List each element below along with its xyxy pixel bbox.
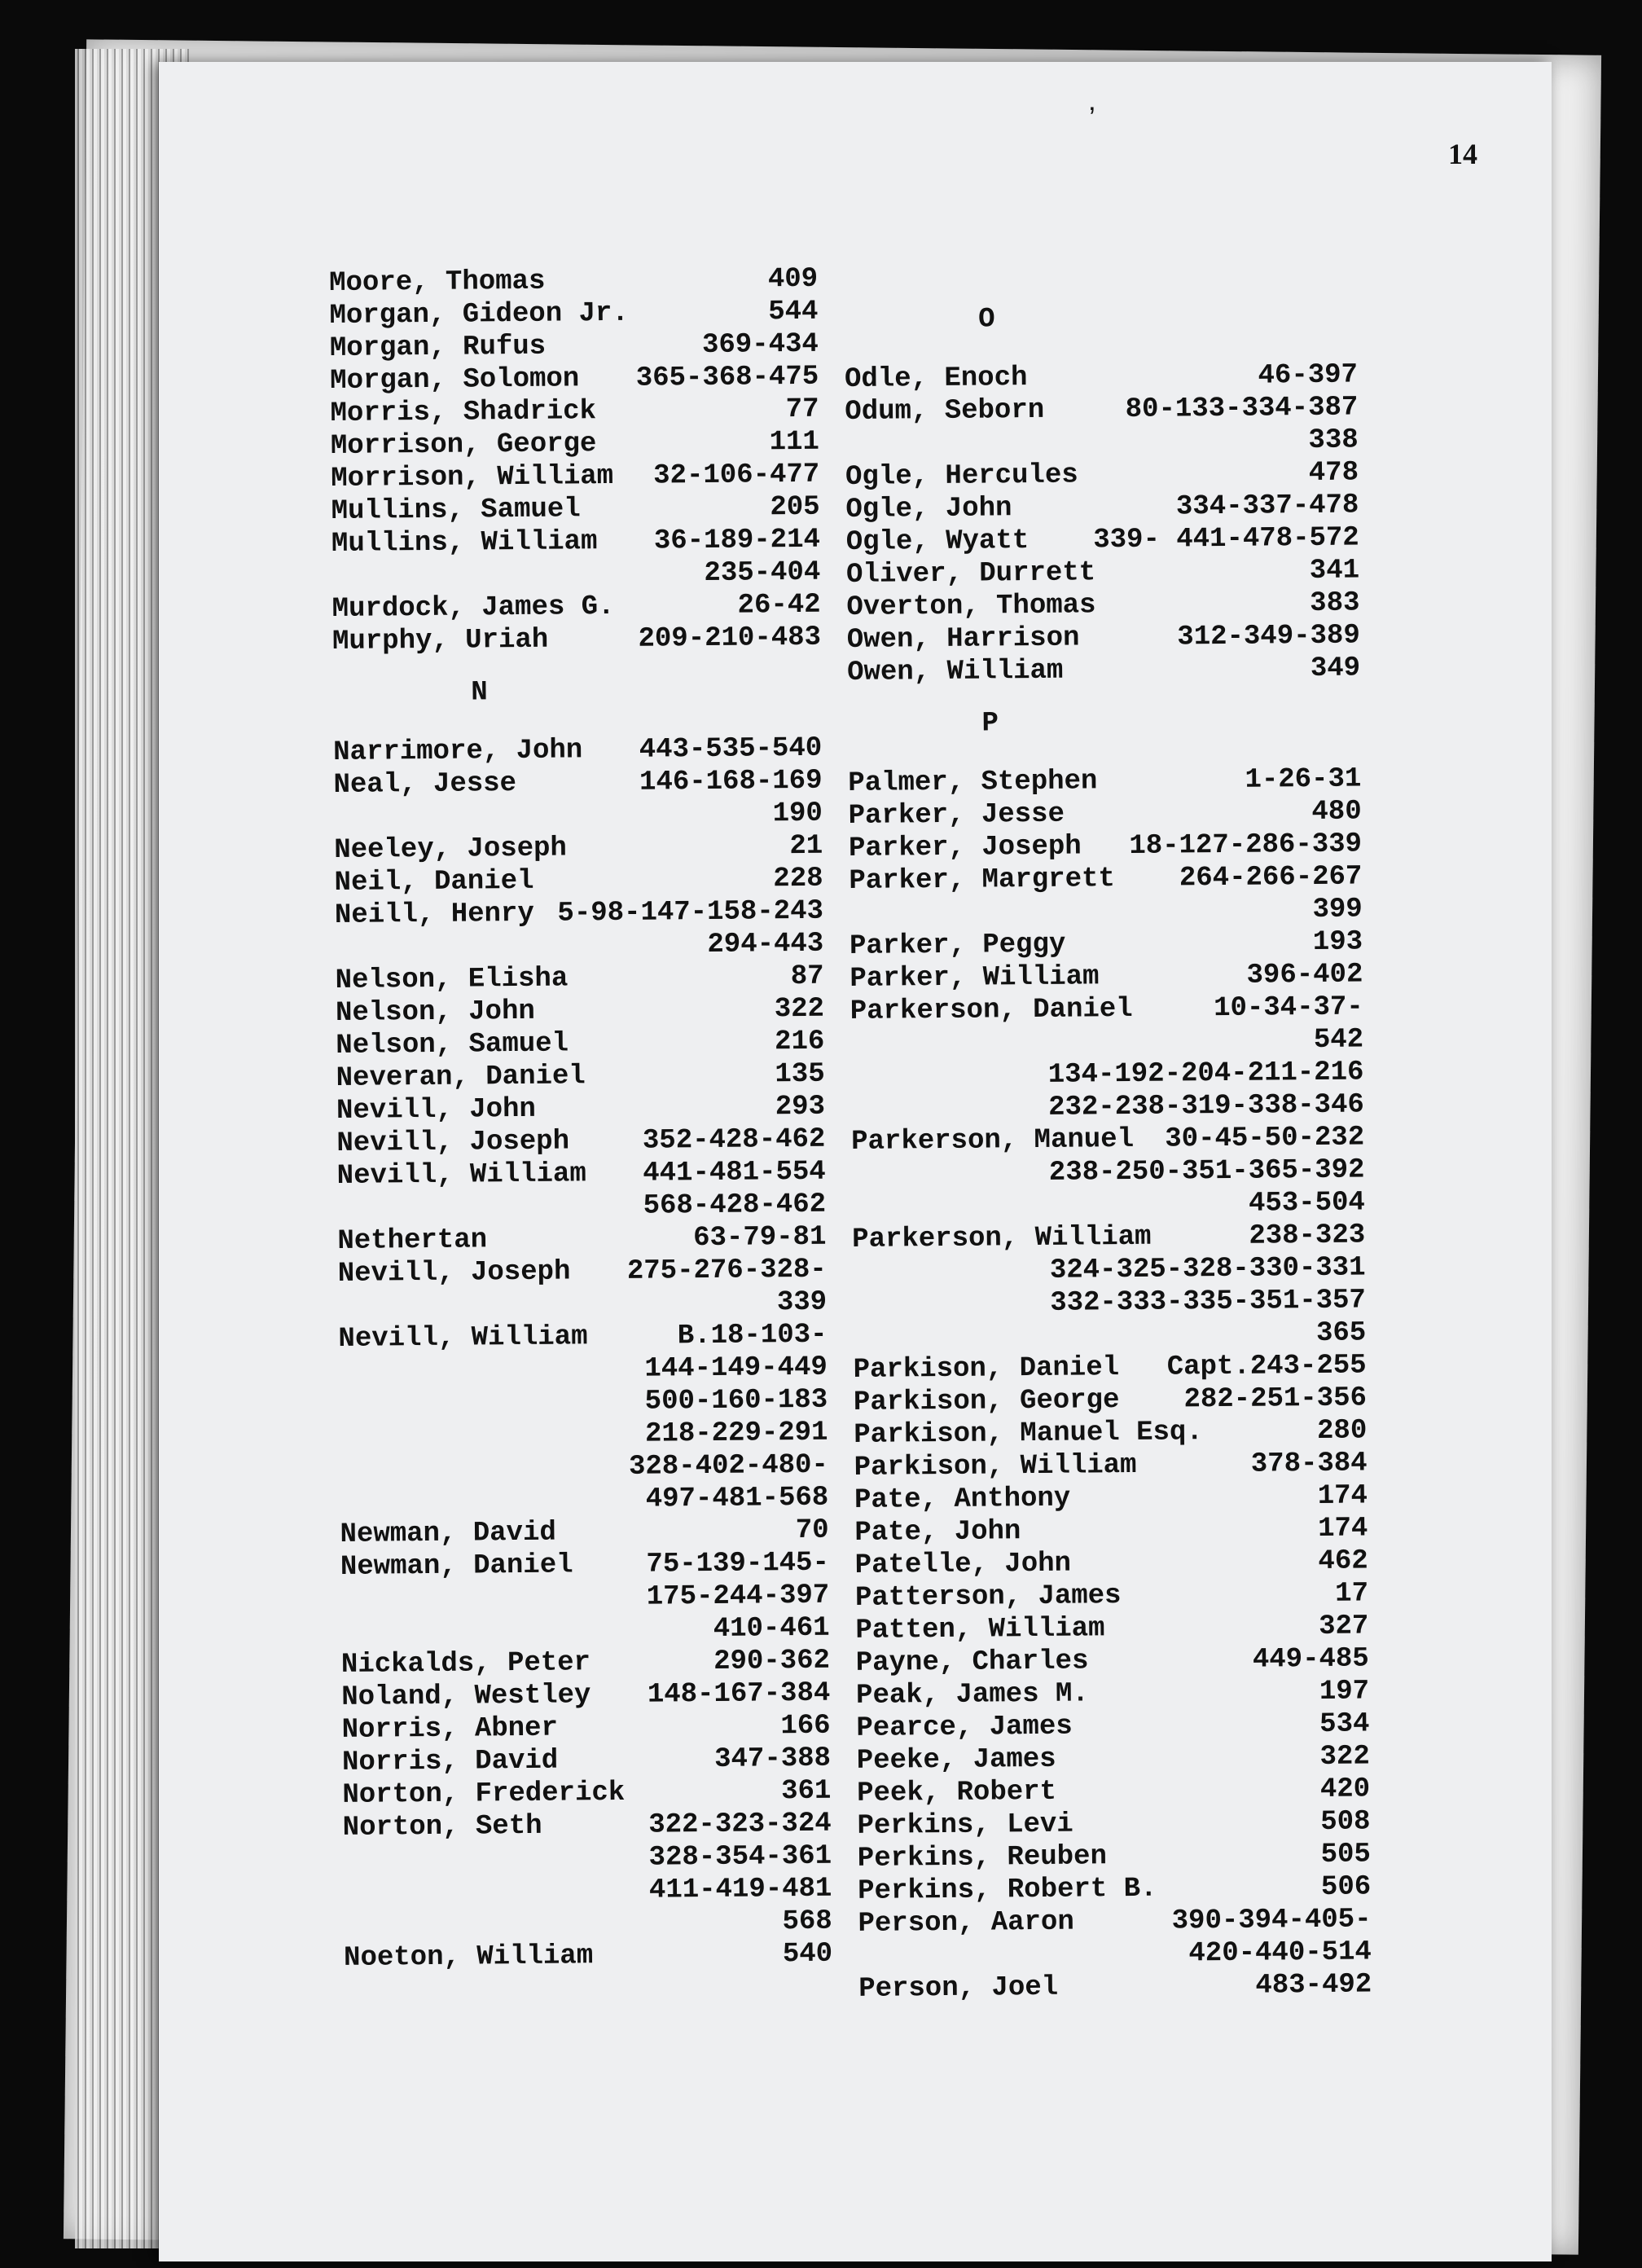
top-mark: ʼ xyxy=(1083,104,1101,138)
index-column-left xyxy=(329,263,849,1975)
index-entry xyxy=(336,993,841,1030)
entry-name: Oliver, Durrett xyxy=(845,557,1096,591)
entry-pages: 175-244-397 xyxy=(646,1580,830,1613)
entry-name: Neal, Jesse xyxy=(333,768,517,801)
entry-name: Moore, Thomas xyxy=(329,266,546,299)
index-entry xyxy=(858,1838,1387,1875)
entry-name: Norton, Seth xyxy=(342,1810,542,1844)
entry-name: Perkins, Robert B. xyxy=(858,1873,1157,1907)
entry-pages: 365 xyxy=(1315,1317,1367,1349)
entry-pages: 17 xyxy=(1335,1578,1369,1610)
entry-pages: 293 xyxy=(775,1091,826,1123)
index-entry xyxy=(334,863,839,899)
entry-name: Mullins, Samuel xyxy=(331,494,581,527)
entry-pages: 144-149-449 xyxy=(644,1352,828,1385)
entry-name: Perkins, Levi xyxy=(857,1809,1073,1842)
index-entry-continuation xyxy=(335,928,840,965)
entry-name: Morgan, Solomon xyxy=(330,363,580,397)
entry-pages: 420-440-514 xyxy=(1188,1936,1372,1970)
entry-pages: 542 xyxy=(1313,1024,1364,1057)
entry-name: Nelson, John xyxy=(335,996,535,1029)
index-entry xyxy=(331,524,836,560)
entry-name: Neveran, Daniel xyxy=(336,1061,586,1094)
entry-pages: 341 xyxy=(1309,555,1360,587)
entry-name: Pate, John xyxy=(854,1516,1021,1549)
entry-pages: 449-485 xyxy=(1252,1643,1369,1676)
entry-name: Morrison, George xyxy=(330,429,597,462)
entry-name: Owen, William xyxy=(846,655,1064,688)
section-letter: N xyxy=(471,677,488,709)
entry-pages: Capt.243-255 xyxy=(1166,1350,1367,1383)
entry-pages: 497-481-568 xyxy=(645,1482,829,1515)
index-entry xyxy=(333,765,838,802)
index-entry-continuation xyxy=(338,1286,843,1323)
entry-pages: 209-210-483 xyxy=(638,622,822,655)
entry-name: Owen, Harrison xyxy=(846,622,1080,656)
index-entry xyxy=(338,1319,843,1356)
index-entry-continuation xyxy=(340,1482,845,1519)
index-entry xyxy=(857,1740,1386,1778)
entry-pages: 46-397 xyxy=(1258,359,1359,392)
entry-name: Murdock, James G. xyxy=(331,591,615,625)
index-entry xyxy=(331,589,836,626)
entry-name: Parker, Peggy xyxy=(849,929,1066,962)
entry-pages: 1-26-31 xyxy=(1245,763,1362,796)
index-entry-continuation xyxy=(850,893,1379,930)
entry-name: Payne, Charles xyxy=(855,1646,1089,1679)
index-entry xyxy=(344,1938,849,1975)
index-entry xyxy=(854,1382,1383,1419)
entry-name: Neil, Daniel xyxy=(334,865,534,899)
entry-name: Peek, Robert xyxy=(856,1776,1057,1809)
index-entry-continuation xyxy=(343,1873,848,1910)
entry-name: Norris, David xyxy=(341,1745,559,1778)
entry-name: Mullins, William xyxy=(331,526,598,560)
index-entry xyxy=(342,1775,847,1812)
entry-pages: 390-394-405- xyxy=(1171,1904,1372,1937)
entry-pages: 462 xyxy=(1318,1545,1368,1577)
index-entry xyxy=(856,1642,1385,1680)
index-entry xyxy=(850,958,1379,996)
index-entry-continuation xyxy=(858,1936,1388,1973)
entry-name: Parkison, Manuel Esq. xyxy=(854,1417,1203,1451)
entry-pages: 216 xyxy=(774,1026,825,1058)
entry-pages: 205 xyxy=(770,491,820,524)
entry-name: Pate, Anthony xyxy=(854,1483,1071,1516)
entry-name: Morgan, Gideon Jr. xyxy=(329,297,629,332)
entry-name: Morgan, Rufus xyxy=(329,331,547,364)
index-entry-continuation xyxy=(853,1316,1382,1354)
entry-pages: 30-45-50-232 xyxy=(1165,1122,1365,1155)
index-entry xyxy=(341,1645,846,1681)
section-letter: O xyxy=(978,304,995,336)
entry-name: Nelson, Elisha xyxy=(335,963,569,996)
entry-name: Parkerson, Daniel xyxy=(850,993,1133,1027)
entry-name: Pearce, James xyxy=(856,1711,1073,1744)
index-entry xyxy=(337,1221,842,1258)
entry-name: Morris, Shadrick xyxy=(330,396,597,429)
entry-name: Nevill, John xyxy=(336,1093,537,1127)
entry-pages: 383 xyxy=(1310,587,1360,620)
index-entry xyxy=(336,1091,841,1127)
entry-name: Morrison, William xyxy=(331,460,614,494)
entry-name: Norris, Abner xyxy=(341,1712,559,1746)
index-entry xyxy=(845,456,1375,494)
index-entry xyxy=(337,1156,842,1193)
entry-pages: 322 xyxy=(774,993,825,1026)
index-entry-continuation xyxy=(339,1417,844,1453)
entry-name: Newman, David xyxy=(340,1517,556,1550)
entry-pages: 420 xyxy=(1319,1774,1371,1805)
index-entry-continuation xyxy=(850,1023,1380,1061)
entry-pages: 443-535-540 xyxy=(639,732,823,766)
index-entry xyxy=(854,1479,1384,1517)
index-entry xyxy=(847,652,1376,689)
index-entry xyxy=(341,1710,846,1747)
index-entry xyxy=(331,459,836,495)
entry-pages: 275-276-328- xyxy=(626,1254,827,1287)
entry-pages: 339- 441-478-572 xyxy=(1093,522,1359,556)
entry-pages: 361 xyxy=(780,1775,832,1808)
index-entry xyxy=(341,1677,846,1714)
entry-pages: 232-238-319-338-346 xyxy=(1047,1089,1364,1123)
index-entry xyxy=(342,1743,847,1779)
index-entry xyxy=(330,393,835,430)
entry-name: Nickalds, Peter xyxy=(340,1647,591,1681)
entry-name: Nevill, William xyxy=(336,1158,586,1192)
entry-pages: 339 xyxy=(776,1286,828,1319)
index-entry xyxy=(336,1123,841,1160)
index-entry xyxy=(336,1026,841,1062)
entry-pages: 282-251-356 xyxy=(1183,1382,1368,1416)
entry-pages: 294-443 xyxy=(707,928,824,960)
index-entry-continuation xyxy=(851,1088,1381,1126)
entry-pages: 378-384 xyxy=(1250,1448,1368,1480)
entry-pages: 26-42 xyxy=(737,589,821,622)
index-entry xyxy=(849,795,1378,833)
entry-name: Norton, Frederick xyxy=(342,1777,626,1811)
entry-pages: 190 xyxy=(772,798,823,830)
index-entry xyxy=(331,426,836,463)
index-entry xyxy=(855,1545,1385,1582)
entry-name: Parker, Jesse xyxy=(848,798,1065,832)
index-entry xyxy=(340,1547,845,1584)
index-entry xyxy=(854,1512,1384,1549)
index-entry-continuation xyxy=(845,424,1375,461)
entry-pages: 327 xyxy=(1319,1611,1369,1642)
entry-pages: 483-492 xyxy=(1255,1969,1372,2002)
entry-name: Ogle, Hercules xyxy=(845,459,1078,493)
entry-name: Nevill, Joseph xyxy=(336,1126,570,1159)
index-entry xyxy=(336,1058,841,1095)
index-entry-continuation xyxy=(851,1154,1381,1191)
index-entry xyxy=(329,296,834,332)
entry-pages: 75-139-145- xyxy=(646,1547,830,1580)
entry-pages: 77 xyxy=(785,393,819,426)
index-entry-continuation xyxy=(340,1449,845,1486)
index-entry xyxy=(849,828,1378,865)
entry-name: Nevill, Joseph xyxy=(337,1256,571,1290)
entry-name: Neill, Henry xyxy=(334,898,534,931)
entry-pages: 453-504 xyxy=(1248,1187,1366,1220)
index-entry-continuation xyxy=(852,1251,1381,1289)
index-entry xyxy=(854,1414,1383,1452)
entry-pages: 134-192-204-211-216 xyxy=(1047,1057,1364,1091)
entry-name: Nelson, Samuel xyxy=(336,1028,569,1061)
entry-pages: 347-388 xyxy=(714,1743,832,1775)
entry-name: Odum, Seborn xyxy=(845,394,1045,428)
entry-pages: 505 xyxy=(1320,1839,1372,1870)
entry-pages: 568-428-462 xyxy=(643,1189,827,1222)
entry-pages: 508 xyxy=(1320,1806,1371,1838)
entry-pages: 70 xyxy=(795,1514,829,1547)
index-entry xyxy=(849,860,1378,898)
entry-pages: 328-354-361 xyxy=(648,1840,832,1874)
entry-name: Parkerson, Manuel xyxy=(851,1123,1135,1158)
index-entry xyxy=(858,1870,1387,1908)
entry-pages: 166 xyxy=(780,1710,831,1743)
index-entry xyxy=(845,391,1374,429)
entry-pages: 264-266-267 xyxy=(1179,861,1363,894)
index-entry xyxy=(340,1514,845,1551)
index-entry xyxy=(329,263,834,300)
entry-name: Parkison, Daniel xyxy=(853,1352,1120,1386)
entry-name: Person, Joel xyxy=(858,1971,1059,2005)
index-entry xyxy=(856,1708,1385,1745)
index-entry xyxy=(850,991,1380,1028)
entry-pages: 5-98-147-158-243 xyxy=(557,895,824,930)
index-entry-continuation xyxy=(340,1580,845,1616)
entry-name: Nethertan xyxy=(337,1224,488,1257)
entry-pages: 322-323-324 xyxy=(648,1808,832,1841)
entry-pages: 238-323 xyxy=(1249,1220,1366,1252)
index-entry xyxy=(853,1349,1382,1387)
index-entry-continuation xyxy=(331,556,836,593)
entry-pages: 174 xyxy=(1317,1480,1368,1512)
entry-pages: 396-402 xyxy=(1246,959,1363,991)
index-entry-continuation xyxy=(337,1189,842,1225)
entry-name: Murphy, Uriah xyxy=(331,624,549,657)
index-entry xyxy=(851,1121,1381,1158)
entry-pages: 544 xyxy=(768,296,819,328)
entry-pages: 174 xyxy=(1317,1513,1368,1545)
entry-name: Parker, William xyxy=(850,961,1100,995)
index-entry xyxy=(343,1808,848,1844)
entry-name: Parker, Margrett xyxy=(849,864,1115,897)
entry-pages: 87 xyxy=(790,960,824,993)
index-entry xyxy=(335,895,840,932)
entry-pages: 332-333-335-351-357 xyxy=(1050,1285,1367,1319)
index-column-right xyxy=(844,280,1388,2006)
entry-name: Person, Aaron xyxy=(858,1906,1074,1940)
entry-pages: 506 xyxy=(1320,1871,1372,1903)
index-entry xyxy=(335,960,840,997)
entry-pages: B.18-103- xyxy=(677,1319,828,1352)
entry-name: Ogle, Wyatt xyxy=(845,525,1030,558)
index-entry xyxy=(330,361,835,398)
entry-pages: 238-250-351-365-392 xyxy=(1048,1154,1365,1189)
entry-pages: 352-428-462 xyxy=(642,1123,826,1157)
entry-pages: 80-133-334-387 xyxy=(1125,392,1359,425)
index-entry xyxy=(857,1773,1386,1810)
entry-pages: 540 xyxy=(782,1938,833,1971)
index-entry-continuation xyxy=(343,1840,848,1877)
entry-pages: 197 xyxy=(1319,1676,1370,1708)
entry-name: Patelle, John xyxy=(854,1548,1072,1581)
entry-pages: 228 xyxy=(773,863,823,895)
entry-pages: 324-325-328-330-331 xyxy=(1049,1252,1366,1286)
entry-name: Noland, Westley xyxy=(341,1680,591,1713)
entry-pages: 148-167-384 xyxy=(647,1677,831,1711)
entry-pages: 135 xyxy=(775,1058,825,1091)
index-entry xyxy=(852,1219,1381,1256)
entry-name: Neeley, Joseph xyxy=(334,833,568,866)
entry-pages: 480 xyxy=(1311,796,1362,829)
entry-pages: 411-419-481 xyxy=(648,1873,832,1906)
entry-name: Nevill, William xyxy=(338,1321,588,1355)
index-entry xyxy=(846,521,1376,559)
entry-pages: 349 xyxy=(1310,653,1361,685)
index-entry xyxy=(331,491,836,528)
entry-name: Parkison, George xyxy=(853,1385,1120,1418)
index-entry xyxy=(850,925,1379,963)
entry-name: Overton, Thomas xyxy=(846,590,1096,623)
entry-pages: 36-189-214 xyxy=(653,524,821,557)
entry-pages: 334-337-478 xyxy=(1175,490,1359,523)
entry-pages: 111 xyxy=(769,426,820,459)
entry-name: Narrimore, John xyxy=(333,735,583,768)
entry-pages: 568 xyxy=(782,1905,832,1938)
index-entry xyxy=(330,328,835,365)
index-entry xyxy=(855,1577,1385,1615)
index-entry xyxy=(857,1805,1386,1843)
index-entry xyxy=(333,732,838,769)
index-entry xyxy=(338,1254,843,1290)
entry-pages: 312-349-389 xyxy=(1177,620,1360,653)
entry-name: Noeton, William xyxy=(343,1941,594,1974)
index-entry xyxy=(846,554,1376,591)
index-entry-continuation xyxy=(852,1186,1381,1224)
entry-name: Parkison, William xyxy=(854,1449,1137,1483)
entry-name: Patten, William xyxy=(855,1613,1105,1646)
entry-pages: 328-402-480- xyxy=(628,1449,829,1483)
index-entry xyxy=(855,1610,1385,1647)
index-entry xyxy=(856,1675,1385,1712)
entry-pages: 441-481-554 xyxy=(643,1156,826,1189)
entry-pages: 21 xyxy=(789,830,823,863)
entry-pages: 10-34-37- xyxy=(1213,991,1363,1025)
entry-name: Peak, James M. xyxy=(855,1678,1089,1712)
entry-pages: 32-106-477 xyxy=(653,459,820,492)
index-entry xyxy=(858,1903,1387,1941)
index-entry xyxy=(845,489,1375,526)
index-entry xyxy=(854,1447,1383,1484)
entry-pages: 193 xyxy=(1312,926,1363,959)
entry-pages: 322 xyxy=(1319,1741,1370,1773)
entry-name: Peeke, James xyxy=(856,1743,1056,1777)
entry-pages: 500-160-183 xyxy=(644,1384,828,1418)
index-entry-continuation xyxy=(339,1352,844,1388)
entry-pages: 218-229-291 xyxy=(644,1417,828,1450)
index-entry-continuation xyxy=(853,1284,1382,1321)
entry-pages: 369-434 xyxy=(701,328,819,362)
page-number: 14 xyxy=(1448,138,1477,170)
index-entry-continuation xyxy=(850,1056,1380,1093)
index-entry xyxy=(332,622,837,658)
entry-pages: 409 xyxy=(767,263,819,296)
entry-pages: 365-368-475 xyxy=(635,361,819,394)
index-entry-continuation xyxy=(344,1905,849,1942)
index-entry xyxy=(848,763,1377,800)
index-entry-continuation xyxy=(334,798,839,834)
entry-name: Perkins, Reuben xyxy=(857,1841,1108,1875)
entry-pages: 478 xyxy=(1308,457,1359,490)
entry-pages: 280 xyxy=(1316,1415,1368,1447)
index-entry xyxy=(846,587,1376,624)
entry-pages: 63-79-81 xyxy=(693,1221,827,1255)
entry-name: Patterson, James xyxy=(854,1580,1122,1614)
entry-pages: 290-362 xyxy=(713,1645,831,1677)
section-letter: P xyxy=(981,708,999,740)
index-entry xyxy=(845,358,1374,396)
index-entry-continuation xyxy=(339,1384,844,1421)
entry-name: Newman, Daniel xyxy=(340,1549,573,1583)
entry-pages: 410-461 xyxy=(713,1612,830,1645)
index-entry-continuation xyxy=(340,1612,845,1649)
index-entry xyxy=(858,1968,1388,2006)
entry-name: Parkerson, William xyxy=(852,1221,1152,1255)
entry-name: Odle, Enoch xyxy=(844,363,1028,395)
entry-name: Palmer, Stephen xyxy=(848,766,1098,799)
entry-name: Ogle, John xyxy=(845,493,1012,525)
entry-pages: 18-127-286-339 xyxy=(1129,829,1363,862)
entry-pages: 146-168-169 xyxy=(639,765,823,798)
entry-pages: 399 xyxy=(1312,894,1363,926)
entry-name: Parker, Joseph xyxy=(848,831,1082,864)
entry-pages: 338 xyxy=(1308,424,1359,457)
entry-pages: 534 xyxy=(1319,1708,1370,1740)
entry-pages: 235-404 xyxy=(704,556,821,589)
index-entry xyxy=(847,619,1376,657)
index-entry xyxy=(334,830,839,867)
